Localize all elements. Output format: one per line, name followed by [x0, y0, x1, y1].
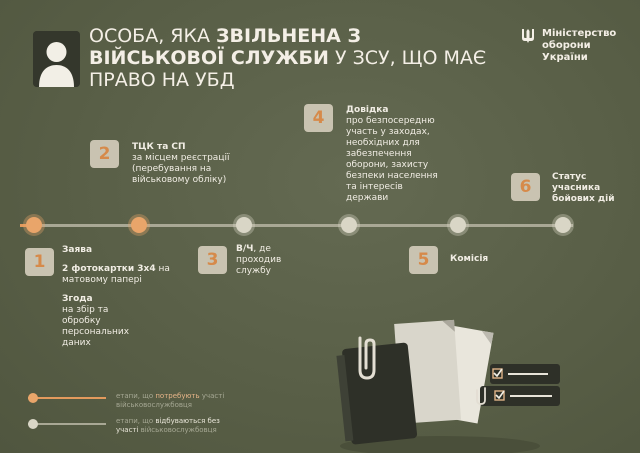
legend-line-orange [28, 397, 106, 399]
step-number-4: 4 [304, 104, 333, 132]
step-6-text: Статус учасника бойових дій [552, 172, 615, 204]
step-4-text: Довідка про безпосередню участь у заходах, необхідних для забезпечення оборони, захисту безпеки населення та інтересів держави [346, 105, 438, 203]
timeline-node-2 [131, 217, 147, 233]
step-number-3: 3 [198, 246, 227, 274]
step-number-6: 6 [511, 173, 540, 201]
timeline-node-6 [555, 217, 571, 233]
step-3-text: В/Ч, де проходив службу [236, 244, 282, 276]
step-1-text: Заява 2 фотокартки 3x4 на матовому папері Згода на збір та обробку персональних даних [62, 245, 170, 348]
step-2-text: ТЦК та СП за місцем реєстрації (перебування на військовому обліку) [132, 142, 230, 185]
timeline-line [20, 224, 573, 227]
timeline-node-1 [26, 217, 42, 233]
step-number-5: 5 [409, 246, 438, 274]
page-title: ОСОБА, ЯКА ЗВІЛЬНЕНА З ВІЙСЬКОВОЇ СЛУЖБИ У ЗСУ, ЩО МАЄ ПРАВО НА УБД [89, 25, 487, 91]
trident-emblem-icon [521, 28, 535, 44]
person-silhouette-icon [33, 31, 80, 87]
timeline-node-4 [341, 217, 357, 233]
legend-item-2: етапи, що відбуваються без участі військовослужбовця [116, 417, 220, 434]
legend-dot-orange [28, 393, 38, 403]
step-5-text: Комісія [450, 254, 489, 264]
step-number-1: 1 [25, 248, 54, 276]
ministry-logo [521, 28, 616, 64]
step-number-2: 2 [90, 140, 119, 168]
timeline-node-3 [236, 217, 252, 233]
legend-item-1: етапи, що потребують участі військовослужбовця [116, 392, 225, 409]
timeline-node-5 [450, 217, 466, 233]
legend-line-grey [28, 423, 106, 425]
legend-dot-grey [28, 419, 38, 429]
ministry-name: Міністерство оборони України [542, 28, 617, 63]
documents-illustration-icon [330, 318, 570, 453]
